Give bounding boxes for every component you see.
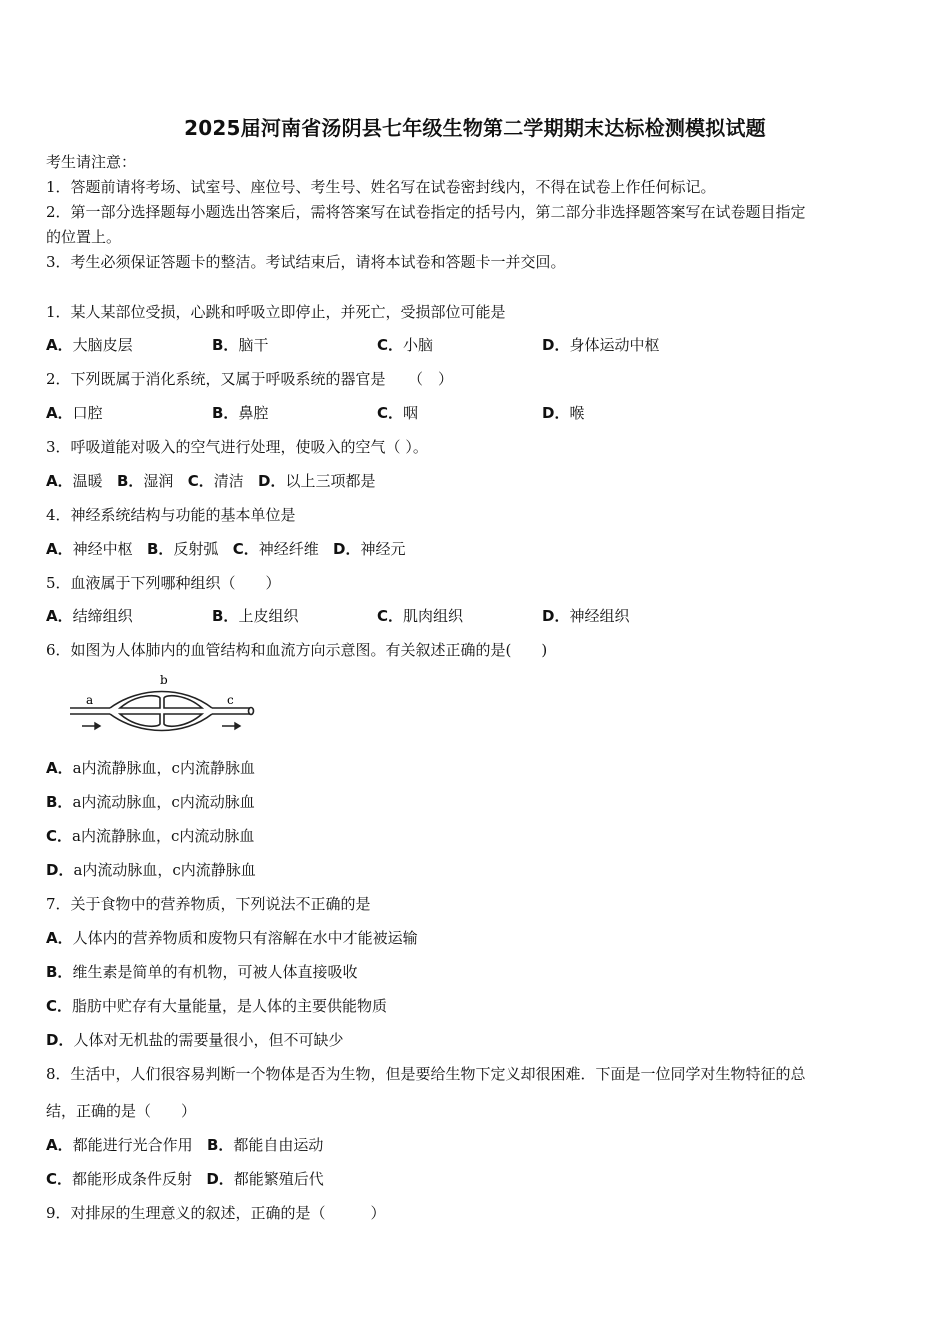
q7-option-a: A．人体内的营养物质和废物只有溶解在水中才能被运输 bbox=[46, 929, 418, 947]
q7-option-b: B．维生素是简单的有机物，可被人体直接吸收 bbox=[46, 963, 358, 981]
q6-option-c: C．a内流静脉血，c内流动脉血 bbox=[46, 827, 255, 845]
q4-options: A．神经中枢 B．反射弧 C．神经纤维 D．神经元 bbox=[46, 540, 406, 558]
q5-option-d: D．神经组织 bbox=[542, 607, 630, 625]
q5-option-b: B．上皮组织 bbox=[212, 607, 299, 625]
q2-stem: 2．下列既属于消化系统，又属于呼吸系统的器官是 （ ） bbox=[46, 370, 454, 388]
q2-option-c: C．咽 bbox=[377, 404, 419, 422]
q7-option-d: D．人体对无机盐的需要量很小，但不可缺少 bbox=[46, 1031, 344, 1049]
q4-stem: 4．神经系统结构与功能的基本单位是 bbox=[46, 506, 296, 524]
q6-option-a: A．a内流静脉血，c内流静脉血 bbox=[46, 759, 255, 777]
q6-option-d: D．a内流动脉血，c内流静脉血 bbox=[46, 861, 256, 879]
notice-item-2: 2．第一部分选择题每小题选出答案后，需将答案写在试卷指定的括号内，第二部分非选择题答案写在试卷题目指定 bbox=[46, 203, 806, 221]
q1-option-b: B．脑干 bbox=[212, 336, 269, 354]
q1-option-d: D．身体运动中枢 bbox=[542, 336, 660, 354]
q3-options: A．温暖 B．湿润 C．清洁 D．以上三项都是 bbox=[46, 472, 376, 490]
q7-option-c: C．脂肪中贮存有大量能量，是人体的主要供能物质 bbox=[46, 997, 388, 1015]
notice-item-3: 3．考生必须保证答题卡的整洁。考试结束后，请将本试卷和答题卡一并交回。 bbox=[46, 253, 566, 271]
q5-stem: 5．血液属于下列哪种组织（ ） bbox=[46, 574, 281, 592]
q2-option-a: A．口腔 bbox=[46, 404, 103, 422]
q6-stem: 6．如图为人体肺内的血管结构和血流方向示意图。有关叙述正确的是( ) bbox=[46, 641, 548, 659]
q8-stem: 8．生活中，人们很容易判断一个物体是否为生物，但是要给生物下定义却很困难．下面是一位同学对生物特征的总 bbox=[46, 1065, 806, 1083]
page-title: 2025届河南省汤阴县七年级生物第二学期期末达标检测模拟试题 bbox=[184, 116, 766, 140]
notice-heading: 考生请注意： bbox=[46, 153, 137, 171]
q1-option-a: A．大脑皮层 bbox=[46, 336, 133, 354]
notice-item-2-cont: 的位置上。 bbox=[46, 228, 122, 246]
q5-option-c: C．肌肉组织 bbox=[377, 607, 464, 625]
q6-option-b: B．a内流动脉血，c内流动脉血 bbox=[46, 793, 255, 811]
q9-stem: 9．对排尿的生理意义的叙述，正确的是（ ） bbox=[46, 1204, 386, 1222]
q1-stem: 1．某人某部位受损，心跳和呼吸立即停止，并死亡，受损部位可能是 bbox=[46, 303, 506, 321]
q1-option-c: C．小脑 bbox=[377, 336, 434, 354]
label-c: c bbox=[227, 693, 234, 707]
label-a: a bbox=[86, 693, 94, 707]
q8-options-row2: C．都能形成条件反射 D．都能繁殖后代 bbox=[46, 1170, 324, 1188]
notice-item-1: 1．答题前请将考场、试室号、座位号、考生号、姓名写在试卷密封线内，不得在试卷上作任何标记。 bbox=[46, 178, 716, 196]
q7-stem: 7．关于食物中的营养物质，下列说法不正确的是 bbox=[46, 895, 371, 913]
q5-option-a: A．结缔组织 bbox=[46, 607, 133, 625]
q2-option-b: B．鼻腔 bbox=[212, 404, 269, 422]
lung-blood-vessel-diagram bbox=[62, 672, 262, 740]
q8-stem-cont: 结，正确的是（ ） bbox=[46, 1102, 197, 1120]
q8-options-row1: A．都能进行光合作用 B．都能自由运动 bbox=[46, 1136, 324, 1154]
q3-stem: 3．呼吸道能对吸入的空气进行处理，使吸入的空气（ ）。 bbox=[46, 438, 428, 456]
label-b: b bbox=[160, 673, 168, 687]
q2-option-d: D．喉 bbox=[542, 404, 585, 422]
